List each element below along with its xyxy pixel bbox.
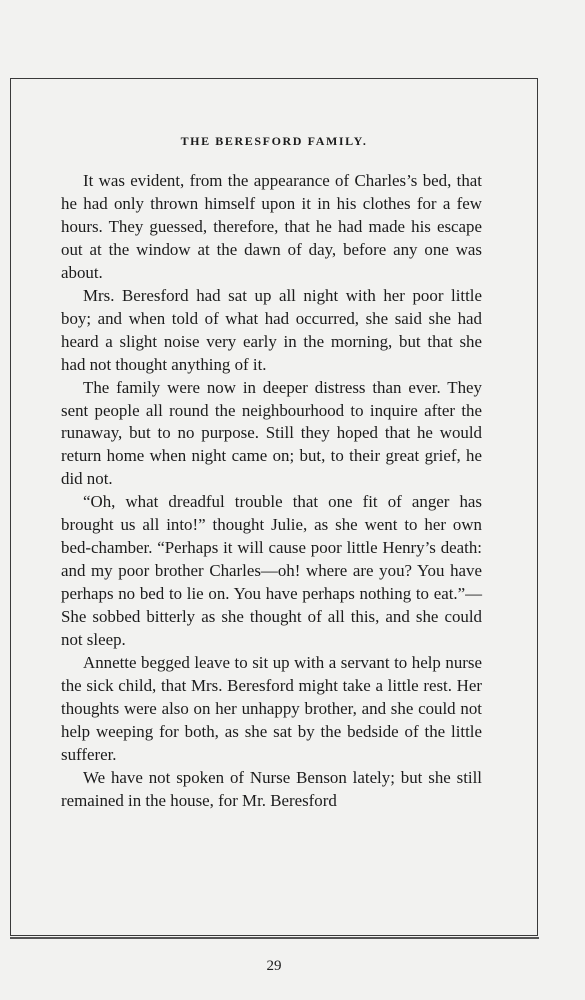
body-text [61,170,482,813]
paragraph: It was evident, from the appearance of Charles’s bed, that he had only thrown himself upon it in his clothes for a few hours. They guessed, therefore, that he had made his escape out at the window at the dawn of day, before any one was about. [61,171,482,282]
paragraph: Mrs. Beresford had sat up all night with her poor little boy; and when told of what had occurred, she said she had heard a slight noise very early in the morning, but that she had not thought anything of it. [61,285,482,374]
paragraph: Annette begged leave to sit up with a servant to help nurse the sick child, that Mrs. Beresford might take a little rest. Her thoughts were also on her unhappy brother, and she could not help weeping for both, as she sat by the bedside of the little sufferer. [61,653,482,764]
page-border-shadow [10,937,539,939]
paragraph: “Oh, what dreadful trouble that one fit of anger has brought us all into!” thought Julie, as she went to her own bed-chamber. “Perhaps it will cause poor little Henry’s death: and my poor brother Charles—oh! where are you? You have perhaps no bed to lie on. You have perhaps nothing to eat.”—She sobbed bitterly as she thought of all this, and she could not sleep. [61,492,482,650]
paragraph: The family were now in deeper distress than ever. They sent people all round the neighbourhood to inquire after the runaway, but to no purpose. Still they hoped that he would return home when night came on; but, to their great grief, he did not. [61,377,482,489]
running-head: THE BERESFORD FAMILY. [180,134,368,148]
page-number: 29 [266,958,282,974]
paragraph: We have not spoken of Nurse Benson lately; but she still remained in the house, for Mr. Beresford [61,767,482,810]
